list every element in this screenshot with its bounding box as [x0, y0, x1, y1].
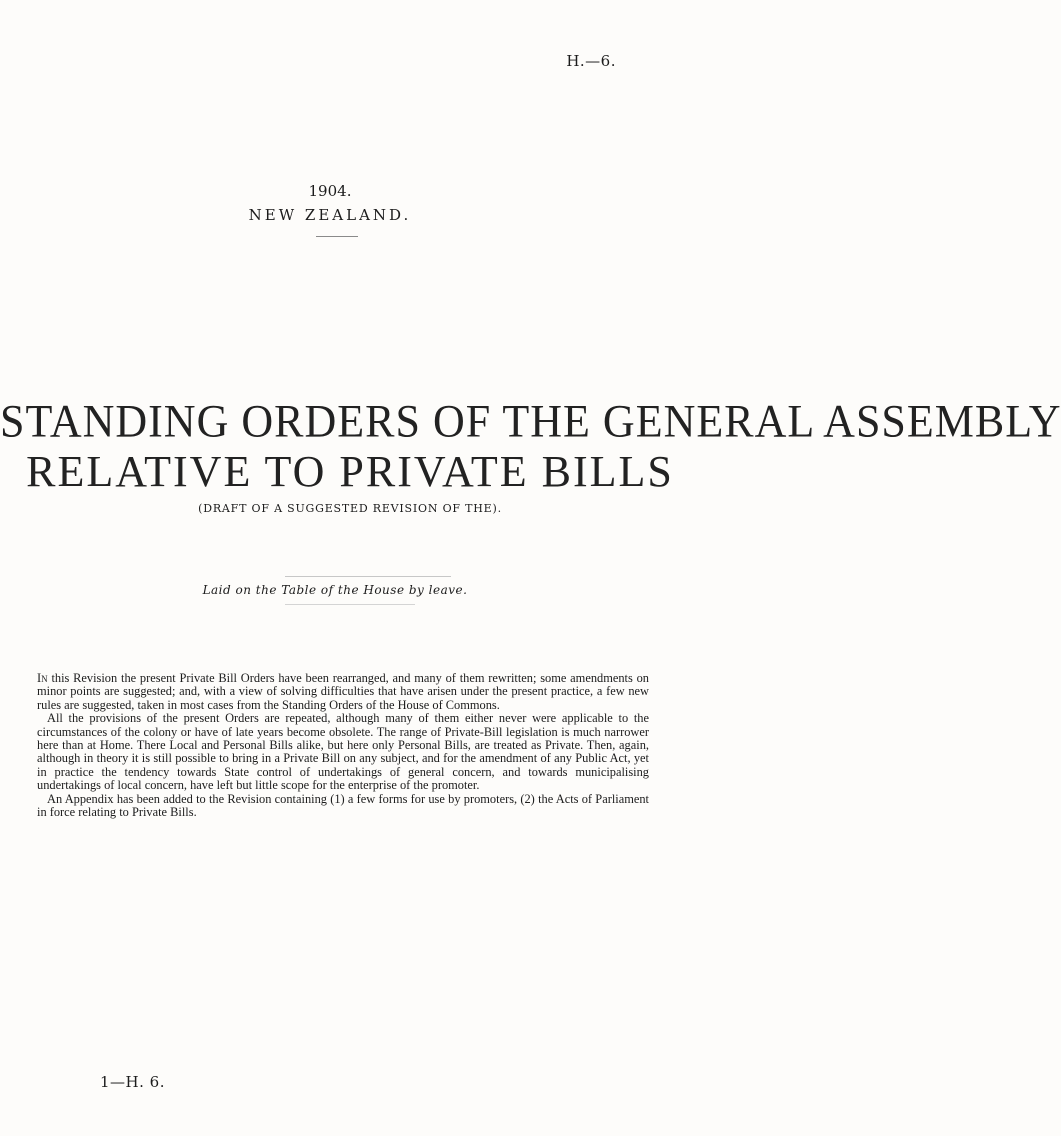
laid-on-table-note: Laid on the Table of the House by leave. [202, 583, 468, 597]
country-heading: NEW ZEALAND. [248, 206, 412, 224]
introductory-text [37, 672, 649, 819]
faint-rule-bottom [285, 604, 415, 605]
divider-rule [316, 236, 358, 237]
document-reference: H.—6. [566, 52, 616, 70]
faint-rule-top [285, 576, 451, 577]
paragraph-1-text: this Revision the present Private Bill Orders have been rearranged, and many of them rewritten; some amendments on minor points are suggested; and, with a view of solving difficulties that have arisen under the present practice, a few new rules are suggested, taken in most cases from the Standing Orders of the House of Commons. [37, 671, 649, 712]
paragraph-1-lead: In [37, 671, 48, 685]
document-subtitle: (DRAFT OF A SUGGESTED REVISION OF THE). [198, 502, 502, 515]
publication-year: 1904. [308, 182, 352, 200]
paragraph-3: An Appendix has been added to the Revision containing (1) a few forms for use by promoters, (2) the Acts of Parliament in force relating to Private Bills. [37, 791, 649, 820]
paragraph-2: All the provisions of the present Orders are repeated, although many of them either never were applicable to the circumstances of the colony or have of late years become obsolete. The range of Private-Bill legislation is much narrower here than at Home. There Local and Personal Bills alike, but here only Personal Bills, are treated as Private. Then, again, although in theory it is still possible to bring in a Private Bill on any subject, and for the amendment of any Public Act, yet in practice the tendency towards State control of undertakings of general concern, and towards municipalising undertakings of local concern, have left but little scope for the enterprise of the promoter. [37, 711, 649, 793]
document-title-line-1: STANDING ORDERS OF THE GENERAL ASSEMBLY [0, 395, 1061, 448]
paragraph-1 [37, 672, 649, 712]
document-title-line-2: RELATIVE TO PRIVATE BILLS [26, 447, 674, 496]
page-reference: 1—H. 6. [100, 1073, 165, 1091]
